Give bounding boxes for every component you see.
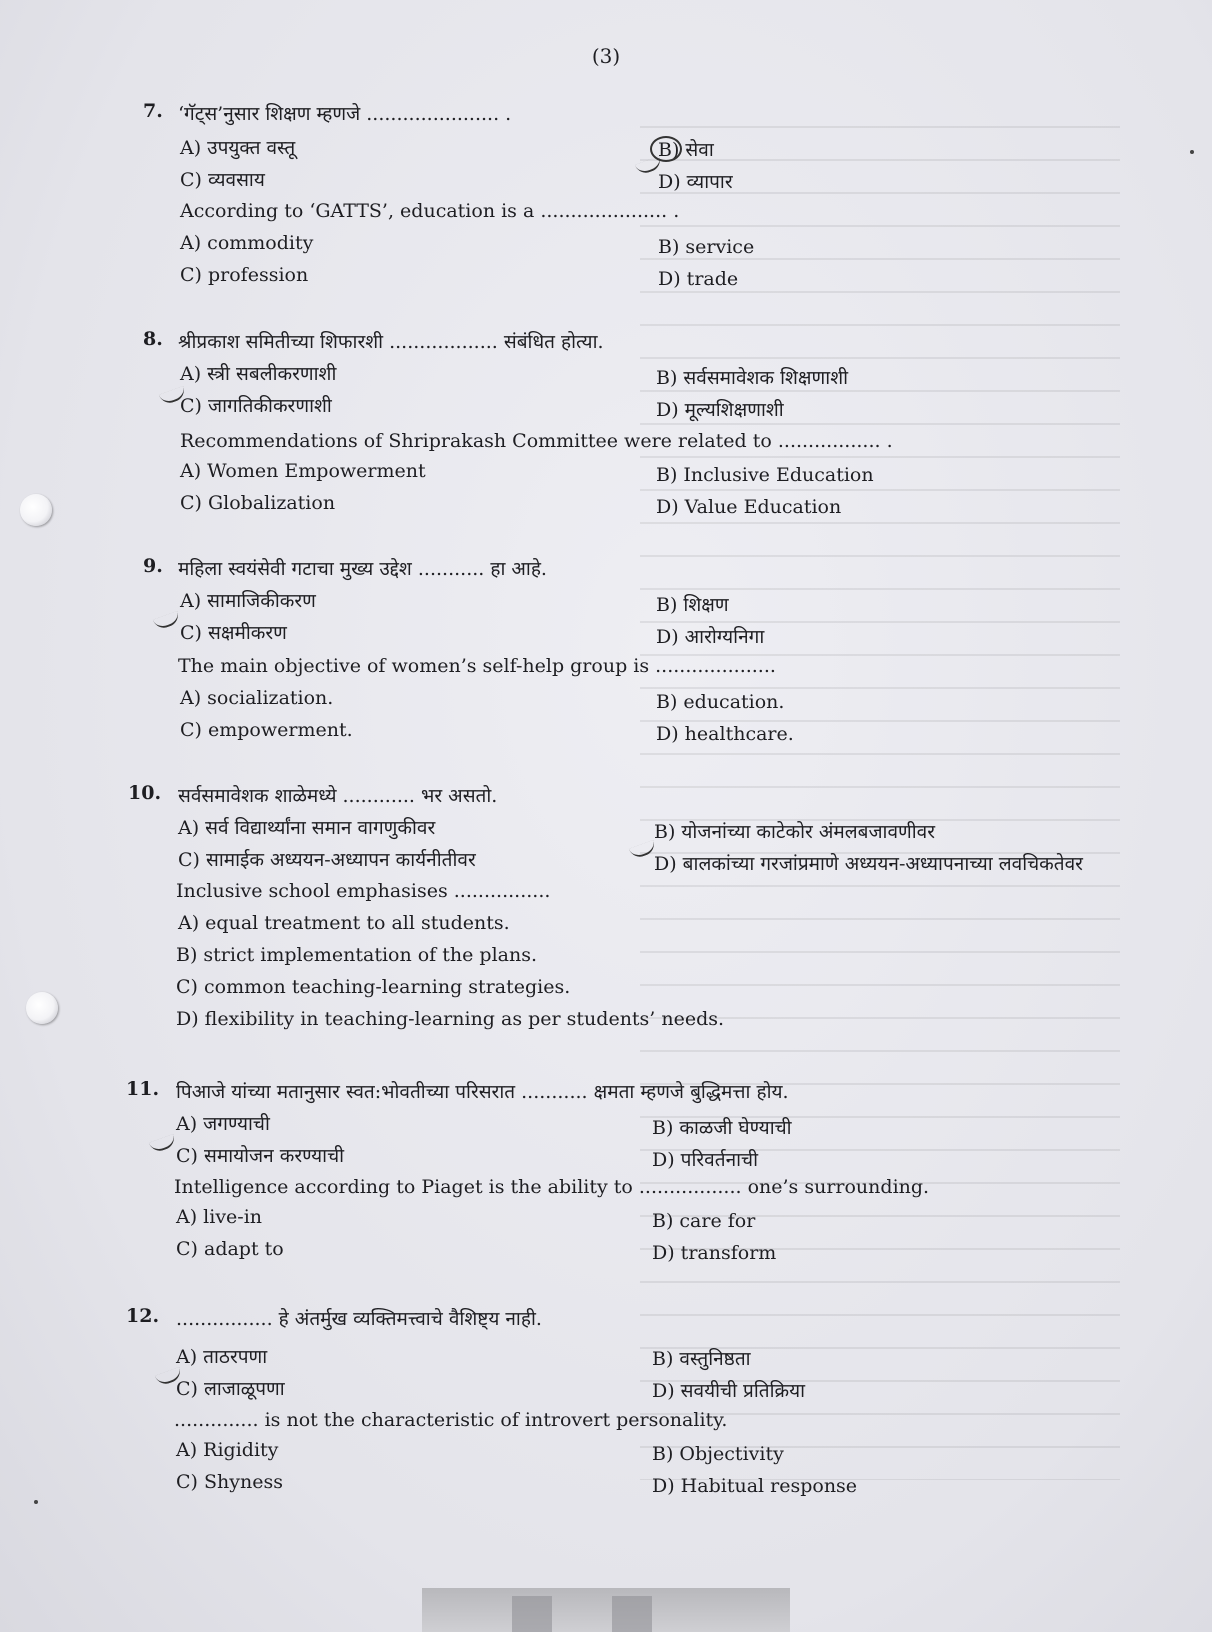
question-stem-marathi: पिआजे यांच्या मतानुसार स्वत:भोवतीच्या परिसरात ........... क्षमता म्हणजे बुद्धिमत्ता होय. (176, 1081, 789, 1103)
option-b-marathi: B) काळजी घेण्याची (652, 1117, 792, 1139)
option-d-english: D) Value Education (656, 496, 842, 518)
page-number: (3) (591, 44, 621, 68)
option-d-marathi: D) सवयीची प्रतिक्रिया (652, 1380, 806, 1402)
option-d-marathi: D) आरोग्यनिगा (656, 626, 765, 648)
option-a-english: A) live-in (176, 1206, 263, 1228)
option-a-english: A) Women Empowerment (180, 460, 426, 482)
question-stem-english: Inclusive school emphasises ................ (176, 880, 551, 902)
question-number: 10. (128, 782, 162, 804)
option-b-english: B) Objectivity (652, 1443, 784, 1465)
option-a-english: A) socialization. (180, 687, 334, 709)
option-b-marathi: B) सर्वसमावेशक शिक्षणाशी (656, 367, 849, 389)
option-a-marathi: A) स्त्री सबलीकरणाशी (180, 363, 337, 385)
option-b-english: B) service (658, 236, 755, 258)
question-stem-english: Intelligence according to Piaget is the ability to ................. one’s surrounding. (174, 1176, 930, 1198)
question-stem-english: The main objective of women’s self-help group is .................... (178, 655, 776, 677)
option-a-english: A) commodity (180, 232, 314, 254)
question-stem-english: According to ‘GATTS’, education is a ..................... . (180, 200, 680, 222)
question-stem-marathi: ‘गॅट्स’नुसार शिक्षण म्हणजे ...................... . (178, 103, 512, 125)
option-c-english: C) Globalization (180, 492, 336, 514)
option-c-marathi: C) सक्षमीकरण (180, 622, 287, 644)
scan-artifact (512, 1596, 552, 1632)
option-c-marathi: C) जागतिकीकरणाशी (180, 395, 332, 417)
option-c-marathi: C) सामाईक अध्ययन-अध्यापन कार्यनीतीवर (178, 849, 476, 871)
question-number: 7. (143, 100, 163, 122)
option-d-marathi: D) बालकांच्या गरजांप्रमाणे अध्ययन-अध्यापनाच्या लवचिकतेवर (654, 853, 1083, 875)
option-a-english: A) Rigidity (176, 1439, 279, 1461)
question-number: 9. (143, 555, 163, 577)
show-through-text (640, 100, 1120, 1480)
question-number: 11. (126, 1078, 160, 1100)
speck (1190, 150, 1194, 154)
pen-tick-mark (629, 840, 658, 860)
option-d-marathi: D) परिवर्तनाची (652, 1149, 759, 1171)
question-stem-marathi: श्रीप्रकाश समितीच्या शिफारशी .................. संबंधित होत्या. (178, 331, 604, 353)
option-a-english: A) equal treatment to all students. (178, 912, 510, 934)
option-d-english: D) healthcare. (656, 723, 794, 745)
scan-artifact (612, 1596, 652, 1632)
option-b-marathi: B) सेवा (658, 139, 714, 161)
option-a-marathi: A) उपयुक्त वस्तू (180, 137, 296, 159)
punch-hole-lower (26, 992, 58, 1024)
option-b-english: B) strict implementation of the plans. (176, 944, 537, 966)
option-b-english: B) education. (656, 691, 785, 713)
question-number: 8. (143, 328, 163, 350)
option-b-english: B) care for (652, 1210, 756, 1232)
speck (34, 1500, 38, 1504)
question-stem-english: Recommendations of Shriprakash Committee were related to ................. . (180, 430, 893, 452)
option-c-marathi: C) समायोजन करण्याची (176, 1145, 345, 1167)
option-d-english: D) Habitual response (652, 1475, 858, 1497)
option-b-marathi: B) वस्तुनिष्ठता (652, 1348, 751, 1370)
punch-hole-upper (20, 494, 52, 526)
question-stem-english: .............. is not the characteristic of introvert personality. (174, 1409, 728, 1431)
option-c-marathi: C) व्यवसाय (180, 169, 265, 191)
option-c-english: C) adapt to (176, 1238, 284, 1260)
option-d-english: D) trade (658, 268, 739, 290)
option-d-english: D) transform (652, 1242, 777, 1264)
option-d-english: D) flexibility in teaching-learning as per students’ needs. (176, 1008, 725, 1030)
option-c-marathi: C) लाजाळूपणा (176, 1378, 285, 1400)
option-a-marathi: A) ताठरपणा (176, 1346, 268, 1368)
question-number: 12. (126, 1305, 160, 1327)
option-b-marathi: B) शिक्षण (656, 594, 729, 616)
question-stem-marathi: ................ हे अंतर्मुख व्यक्तिमत्त्वाचे वैशिष्ट्य नाही. (176, 1308, 542, 1330)
option-b-english: B) Inclusive Education (656, 464, 874, 486)
option-d-marathi: D) मूल्यशिक्षणाशी (656, 399, 784, 421)
option-c-english: C) profession (180, 264, 309, 286)
question-stem-marathi: सर्वसमावेशक शाळेमध्ये ............ भर असतो. (178, 785, 498, 807)
option-d-marathi: D) व्यापार (658, 171, 733, 193)
scanner-edge-strip (422, 1588, 790, 1632)
option-a-marathi: A) जगण्याची (176, 1113, 270, 1135)
question-stem-marathi: महिला स्वयंसेवी गटाचा मुख्य उद्देश ........... हा आहे. (178, 558, 547, 580)
pen-tick-mark (153, 611, 182, 631)
option-b-marathi: B) योजनांच्या काटेकोर अंमलबजावणीवर (654, 821, 936, 843)
option-c-english: C) Shyness (176, 1471, 283, 1493)
option-c-english: C) empowerment. (180, 719, 353, 741)
pen-tick-mark (149, 1134, 178, 1154)
option-a-marathi: A) सामाजिकीकरण (180, 590, 316, 612)
option-a-marathi: A) सर्व विद्यार्थ्यांना समान वागणुकीवर (178, 817, 436, 839)
option-c-english: C) common teaching-learning strategies. (176, 976, 571, 998)
